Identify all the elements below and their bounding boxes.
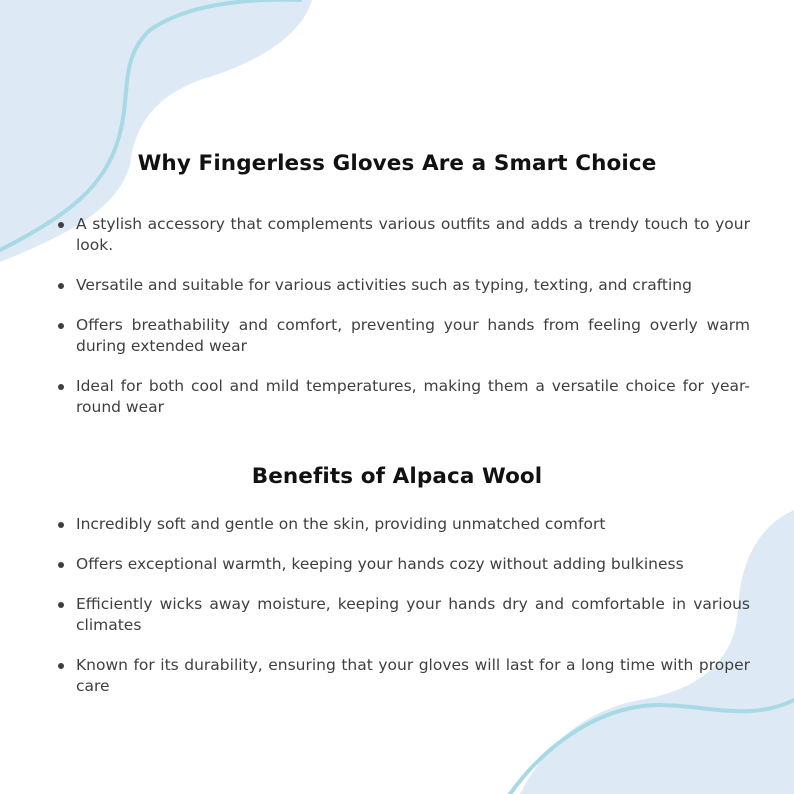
list-item-text: Known for its durability, ensuring that your gloves will last for a long time with proper care bbox=[76, 656, 750, 695]
list-item bbox=[56, 376, 750, 418]
bullet-icon bbox=[58, 602, 64, 608]
list-item bbox=[56, 554, 750, 575]
bullet-icon bbox=[58, 562, 64, 568]
list-item bbox=[56, 655, 750, 697]
list-item bbox=[56, 275, 750, 296]
section-title-alpaca-wool: Benefits of Alpaca Wool bbox=[251, 464, 543, 489]
bullet-icon bbox=[58, 384, 64, 390]
list-item bbox=[56, 315, 750, 357]
list-item-text: Ideal for both cool and mild temperatures, making them a versatile choice for year-round wear bbox=[76, 377, 750, 416]
list-item-text: Versatile and suitable for various activities such as typing, texting, and crafting bbox=[76, 276, 692, 294]
bullet-icon bbox=[58, 323, 64, 329]
smart-choice-list bbox=[56, 214, 750, 437]
list-item-text: Offers breathability and comfort, preventing your hands from feeling overly warm during extended wear bbox=[76, 316, 750, 355]
bullet-icon bbox=[58, 222, 64, 228]
bullet-icon bbox=[58, 522, 64, 528]
list-item-text: Offers exceptional warmth, keeping your hands cozy without adding bulkiness bbox=[76, 555, 684, 573]
section-title-fingerless-gloves: Why Fingerless Gloves Are a Smart Choice bbox=[137, 151, 657, 176]
alpaca-benefits-list bbox=[56, 514, 750, 716]
list-item bbox=[56, 514, 750, 535]
list-item bbox=[56, 214, 750, 256]
bullet-icon bbox=[58, 283, 64, 289]
bullet-icon bbox=[58, 663, 64, 669]
list-item-text: A stylish accessory that complements various outfits and adds a trendy touch to your look. bbox=[76, 215, 750, 254]
list-item-text: Incredibly soft and gentle on the skin, providing unmatched comfort bbox=[76, 515, 606, 533]
list-item bbox=[56, 594, 750, 636]
list-item-text: Efficiently wicks away moisture, keeping your hands dry and comfortable in various climates bbox=[76, 595, 750, 634]
